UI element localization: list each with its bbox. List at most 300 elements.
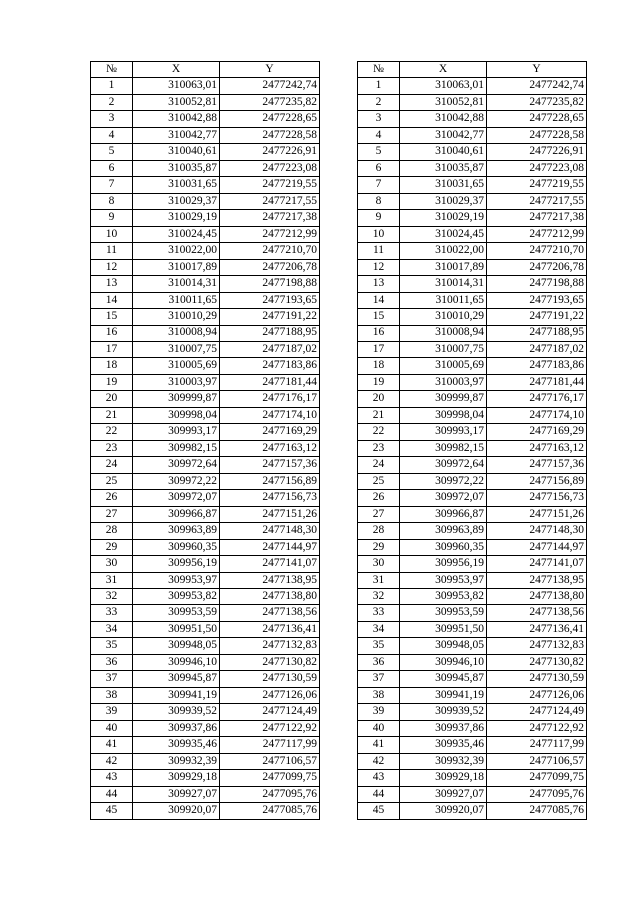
cell-y: 2477169,29: [487, 424, 587, 440]
cell-x: 309932,39: [133, 753, 220, 769]
table-row: [358, 193, 587, 209]
table-row: [91, 638, 320, 654]
cell-y: 2477124,49: [220, 704, 320, 720]
cell-y: 2477219,55: [487, 177, 587, 193]
table-row: [358, 358, 587, 374]
table-row: [358, 407, 587, 423]
cell-y: 2477099,75: [487, 770, 587, 786]
table-row: [358, 490, 587, 506]
cell-number: 3: [91, 111, 133, 127]
cell-number: 14: [358, 292, 400, 308]
cell-number: 16: [91, 325, 133, 341]
cell-y: 2477193,65: [487, 292, 587, 308]
cell-y: 2477157,36: [487, 457, 587, 473]
cell-number: 15: [91, 309, 133, 325]
cell-y: 2477183,86: [487, 358, 587, 374]
table-row: [91, 226, 320, 242]
table-row: [91, 424, 320, 440]
table-row: [91, 177, 320, 193]
cell-x: 310010,29: [400, 309, 487, 325]
cell-x: 309966,87: [400, 506, 487, 522]
cell-y: 2477226,91: [487, 144, 587, 160]
cell-x: 309946,10: [133, 654, 220, 670]
cell-y: 2477217,55: [220, 193, 320, 209]
cell-x: 309998,04: [400, 407, 487, 423]
cell-number: 30: [358, 556, 400, 572]
cell-number: 19: [91, 374, 133, 390]
cell-number: 18: [91, 358, 133, 374]
cell-y: 2477132,83: [220, 638, 320, 654]
cell-y: 2477132,83: [487, 638, 587, 654]
cell-y: 2477144,97: [487, 539, 587, 555]
cell-x: 310008,94: [400, 325, 487, 341]
cell-number: 44: [358, 786, 400, 802]
cell-number: 26: [91, 490, 133, 506]
table-row: [91, 572, 320, 588]
table-row: [358, 226, 587, 242]
table-row: [91, 523, 320, 539]
cell-y: 2477210,70: [487, 243, 587, 259]
cell-number: 23: [358, 440, 400, 456]
cell-number: 11: [91, 243, 133, 259]
cell-x: 310035,87: [400, 160, 487, 176]
coordinate-table-left: [90, 61, 320, 820]
cell-y: 2477228,65: [220, 111, 320, 127]
table-row: [358, 506, 587, 522]
cell-number: 13: [358, 276, 400, 292]
table-row: [358, 556, 587, 572]
cell-number: 27: [91, 506, 133, 522]
cell-x: 310022,00: [400, 243, 487, 259]
cell-y: 2477141,07: [220, 556, 320, 572]
table-row: [358, 572, 587, 588]
cell-number: 40: [91, 720, 133, 736]
cell-y: 2477198,88: [220, 276, 320, 292]
cell-y: 2477130,82: [220, 654, 320, 670]
cell-y: 2477130,59: [220, 671, 320, 687]
header-y: Y: [487, 62, 587, 78]
cell-x: 310005,69: [133, 358, 220, 374]
cell-number: 42: [91, 753, 133, 769]
cell-x: 309982,15: [400, 440, 487, 456]
cell-number: 42: [358, 753, 400, 769]
cell-y: 2477187,02: [220, 341, 320, 357]
cell-y: 2477138,80: [220, 589, 320, 605]
cell-y: 2477188,95: [487, 325, 587, 341]
cell-x: 309953,82: [133, 589, 220, 605]
cell-y: 2477235,82: [220, 94, 320, 110]
table-row: [91, 193, 320, 209]
table-row: [91, 704, 320, 720]
table-row: [91, 671, 320, 687]
header-number: №: [91, 62, 133, 78]
table-row: [358, 78, 587, 94]
cell-number: 44: [91, 786, 133, 802]
cell-number: 32: [358, 589, 400, 605]
cell-x: 309972,07: [133, 490, 220, 506]
table-row: [91, 391, 320, 407]
cell-number: 35: [91, 638, 133, 654]
cell-y: 2477138,56: [487, 605, 587, 621]
cell-x: 310011,65: [133, 292, 220, 308]
cell-number: 21: [91, 407, 133, 423]
table-body-left: [91, 78, 320, 819]
table-row: [91, 506, 320, 522]
cell-x: 309972,22: [133, 473, 220, 489]
cell-x: 309920,07: [133, 803, 220, 819]
cell-x: 309945,87: [400, 671, 487, 687]
cell-number: 13: [91, 276, 133, 292]
cell-x: 309929,18: [400, 770, 487, 786]
cell-y: 2477210,70: [220, 243, 320, 259]
cell-number: 37: [358, 671, 400, 687]
table-row: [91, 144, 320, 160]
cell-x: 309951,50: [133, 621, 220, 637]
cell-number: 31: [358, 572, 400, 588]
cell-x: 310007,75: [133, 341, 220, 357]
cell-y: 2477163,12: [220, 440, 320, 456]
cell-x: 310007,75: [400, 341, 487, 357]
cell-number: 1: [91, 78, 133, 94]
cell-y: 2477174,10: [487, 407, 587, 423]
cell-number: 45: [91, 803, 133, 819]
cell-number: 6: [91, 160, 133, 176]
cell-number: 31: [91, 572, 133, 588]
cell-x: 310052,81: [133, 94, 220, 110]
cell-x: 310042,77: [400, 127, 487, 143]
cell-number: 9: [91, 210, 133, 226]
cell-x: 309982,15: [133, 440, 220, 456]
table-row: [91, 78, 320, 94]
table-row: [358, 654, 587, 670]
cell-y: 2477228,58: [487, 127, 587, 143]
table-row: [358, 523, 587, 539]
cell-y: 2477156,73: [487, 490, 587, 506]
table-row: [91, 687, 320, 703]
cell-number: 5: [358, 144, 400, 160]
table-row: [358, 720, 587, 736]
cell-y: 2477163,12: [487, 440, 587, 456]
table-row: [91, 127, 320, 143]
table-row: [358, 803, 587, 819]
cell-x: 310031,65: [400, 177, 487, 193]
cell-y: 2477206,78: [220, 259, 320, 275]
cell-x: 309956,19: [400, 556, 487, 572]
cell-x: 309935,46: [400, 737, 487, 753]
cell-y: 2477226,91: [220, 144, 320, 160]
cell-y: 2477212,99: [220, 226, 320, 242]
cell-x: 310052,81: [400, 94, 487, 110]
table-row: [358, 391, 587, 407]
cell-y: 2477228,58: [220, 127, 320, 143]
cell-number: 18: [358, 358, 400, 374]
cell-x: 309939,52: [133, 704, 220, 720]
cell-number: 38: [91, 687, 133, 703]
cell-x: 309972,07: [400, 490, 487, 506]
table-row: [358, 309, 587, 325]
cell-number: 3: [358, 111, 400, 127]
cell-y: 2477191,22: [487, 309, 587, 325]
cell-number: 8: [91, 193, 133, 209]
cell-y: 2477151,26: [487, 506, 587, 522]
cell-number: 1: [358, 78, 400, 94]
cell-y: 2477157,36: [220, 457, 320, 473]
cell-y: 2477181,44: [487, 374, 587, 390]
cell-number: 10: [91, 226, 133, 242]
cell-y: 2477117,99: [220, 737, 320, 753]
cell-y: 2477124,49: [487, 704, 587, 720]
table-row: [91, 374, 320, 390]
cell-y: 2477219,55: [220, 177, 320, 193]
cell-number: 17: [358, 341, 400, 357]
table-row: [91, 111, 320, 127]
table-row: [358, 539, 587, 555]
cell-x: 310010,29: [133, 309, 220, 325]
cell-y: 2477217,55: [487, 193, 587, 209]
cell-x: 310042,88: [133, 111, 220, 127]
table-row: [91, 440, 320, 456]
cell-number: 20: [91, 391, 133, 407]
cell-x: 309953,59: [400, 605, 487, 621]
cell-x: 310008,94: [133, 325, 220, 341]
cell-x: 309948,05: [400, 638, 487, 654]
table-row: [358, 786, 587, 802]
cell-x: 310014,31: [133, 276, 220, 292]
cell-number: 24: [358, 457, 400, 473]
cell-number: 25: [91, 473, 133, 489]
coordinate-table-right: [357, 61, 587, 820]
cell-x: 309932,39: [400, 753, 487, 769]
table-row: [358, 127, 587, 143]
cell-number: 6: [358, 160, 400, 176]
cell-number: 9: [358, 210, 400, 226]
table-row: [91, 325, 320, 341]
cell-number: 25: [358, 473, 400, 489]
table-row: [358, 292, 587, 308]
cell-x: 309960,35: [400, 539, 487, 555]
cell-x: 310017,89: [133, 259, 220, 275]
cell-number: 34: [358, 621, 400, 637]
table-row: [358, 341, 587, 357]
cell-number: 17: [91, 341, 133, 357]
table-row: [358, 671, 587, 687]
cell-number: 37: [91, 671, 133, 687]
table-row: [358, 687, 587, 703]
table-row: [91, 753, 320, 769]
table-row: [358, 770, 587, 786]
cell-y: 2477217,38: [220, 210, 320, 226]
table-header-row: [358, 62, 587, 78]
table-row: [91, 276, 320, 292]
cell-number: 30: [91, 556, 133, 572]
cell-number: 11: [358, 243, 400, 259]
table-row: [358, 605, 587, 621]
cell-x: 310003,97: [133, 374, 220, 390]
cell-y: 2477156,89: [487, 473, 587, 489]
cell-y: 2477138,95: [487, 572, 587, 588]
cell-number: 35: [358, 638, 400, 654]
table-row: [91, 737, 320, 753]
cell-x: 309993,17: [400, 424, 487, 440]
table-row: [91, 341, 320, 357]
cell-y: 2477138,95: [220, 572, 320, 588]
cell-x: 309927,07: [400, 786, 487, 802]
cell-y: 2477106,57: [220, 753, 320, 769]
table-row: [358, 704, 587, 720]
cell-x: 309972,22: [400, 473, 487, 489]
cell-number: 33: [91, 605, 133, 621]
cell-x: 309946,10: [400, 654, 487, 670]
table-row: [358, 177, 587, 193]
cell-y: 2477183,86: [220, 358, 320, 374]
cell-x: 309972,64: [133, 457, 220, 473]
cell-y: 2477193,65: [220, 292, 320, 308]
cell-x: 309966,87: [133, 506, 220, 522]
cell-number: 22: [358, 424, 400, 440]
cell-number: 34: [91, 621, 133, 637]
cell-y: 2477106,57: [487, 753, 587, 769]
table-row: [91, 292, 320, 308]
cell-x: 310040,61: [133, 144, 220, 160]
table-row: [91, 309, 320, 325]
cell-number: 8: [358, 193, 400, 209]
cell-y: 2477141,07: [487, 556, 587, 572]
cell-x: 310014,31: [400, 276, 487, 292]
table-row: [358, 243, 587, 259]
table-row: [358, 325, 587, 341]
cell-number: 24: [91, 457, 133, 473]
cell-y: 2477136,41: [487, 621, 587, 637]
cell-y: 2477176,17: [487, 391, 587, 407]
cell-number: 33: [358, 605, 400, 621]
cell-x: 309937,86: [133, 720, 220, 736]
cell-number: 22: [91, 424, 133, 440]
cell-y: 2477117,99: [487, 737, 587, 753]
cell-y: 2477181,44: [220, 374, 320, 390]
cell-y: 2477126,06: [487, 687, 587, 703]
cell-y: 2477130,59: [487, 671, 587, 687]
cell-number: 23: [91, 440, 133, 456]
cell-number: 21: [358, 407, 400, 423]
cell-x: 309941,19: [133, 687, 220, 703]
cell-x: 309993,17: [133, 424, 220, 440]
cell-y: 2477174,10: [220, 407, 320, 423]
table-row: [91, 770, 320, 786]
cell-x: 310063,01: [133, 78, 220, 94]
cell-x: 309963,89: [133, 523, 220, 539]
cell-number: 12: [358, 259, 400, 275]
cell-x: 309963,89: [400, 523, 487, 539]
header-number: №: [358, 62, 400, 78]
cell-x: 309945,87: [133, 671, 220, 687]
cell-x: 309953,82: [400, 589, 487, 605]
cell-number: 27: [358, 506, 400, 522]
cell-x: 310042,77: [133, 127, 220, 143]
table-row: [358, 144, 587, 160]
cell-y: 2477148,30: [487, 523, 587, 539]
table-row: [91, 490, 320, 506]
cell-number: 26: [358, 490, 400, 506]
table-row: [91, 539, 320, 555]
table-row: [91, 259, 320, 275]
cell-x: 310022,00: [133, 243, 220, 259]
cell-y: 2477144,97: [220, 539, 320, 555]
cell-x: 310024,45: [400, 226, 487, 242]
cell-y: 2477217,38: [487, 210, 587, 226]
cell-x: 309956,19: [133, 556, 220, 572]
cell-x: 310024,45: [133, 226, 220, 242]
table-row: [91, 457, 320, 473]
cell-y: 2477169,29: [220, 424, 320, 440]
table-row: [358, 473, 587, 489]
cell-number: 7: [91, 177, 133, 193]
cell-number: 43: [91, 770, 133, 786]
cell-y: 2477198,88: [487, 276, 587, 292]
cell-number: 2: [91, 94, 133, 110]
cell-x: 309935,46: [133, 737, 220, 753]
cell-x: 310042,88: [400, 111, 487, 127]
cell-x: 309929,18: [133, 770, 220, 786]
cell-y: 2477223,08: [487, 160, 587, 176]
cell-number: 36: [358, 654, 400, 670]
cell-number: 12: [91, 259, 133, 275]
header-y: Y: [220, 62, 320, 78]
table-row: [358, 276, 587, 292]
cell-y: 2477235,82: [487, 94, 587, 110]
table-row: [91, 160, 320, 176]
cell-x: 310017,89: [400, 259, 487, 275]
cell-y: 2477095,76: [220, 786, 320, 802]
cell-number: 20: [358, 391, 400, 407]
cell-number: 39: [358, 704, 400, 720]
cell-x: 310035,87: [133, 160, 220, 176]
cell-number: 36: [91, 654, 133, 670]
cell-x: 309927,07: [133, 786, 220, 802]
table-row: [358, 753, 587, 769]
cell-number: 10: [358, 226, 400, 242]
cell-x: 310029,37: [400, 193, 487, 209]
cell-x: 309953,97: [133, 572, 220, 588]
cell-x: 310029,19: [133, 210, 220, 226]
cell-x: 310040,61: [400, 144, 487, 160]
cell-y: 2477206,78: [487, 259, 587, 275]
cell-y: 2477191,22: [220, 309, 320, 325]
cell-x: 309937,86: [400, 720, 487, 736]
cell-number: 43: [358, 770, 400, 786]
table-header-row: [91, 62, 320, 78]
cell-y: 2477085,76: [220, 803, 320, 819]
table-row: [91, 358, 320, 374]
cell-x: 309951,50: [400, 621, 487, 637]
cell-x: 310003,97: [400, 374, 487, 390]
cell-y: 2477188,95: [220, 325, 320, 341]
table-row: [358, 210, 587, 226]
cell-number: 16: [358, 325, 400, 341]
cell-x: 309948,05: [133, 638, 220, 654]
table-row: [358, 160, 587, 176]
cell-y: 2477138,56: [220, 605, 320, 621]
cell-x: 310011,65: [400, 292, 487, 308]
cell-number: 38: [358, 687, 400, 703]
cell-x: 310031,65: [133, 177, 220, 193]
cell-x: 309999,87: [400, 391, 487, 407]
table-row: [91, 803, 320, 819]
cell-y: 2477156,73: [220, 490, 320, 506]
table-row: [91, 654, 320, 670]
cell-y: 2477130,82: [487, 654, 587, 670]
cell-y: 2477242,74: [487, 78, 587, 94]
cell-x: 309941,19: [400, 687, 487, 703]
